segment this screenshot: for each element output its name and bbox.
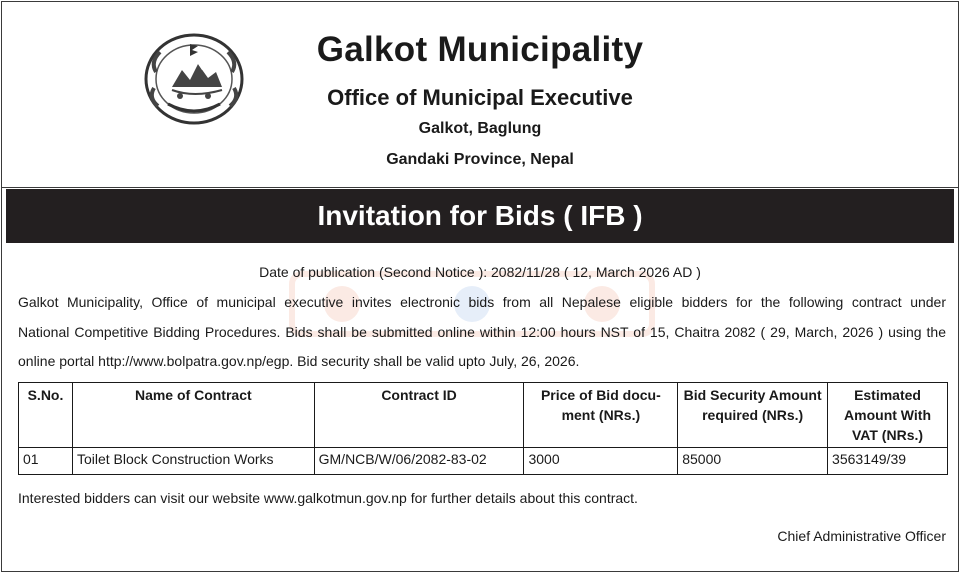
cell-price: 3000 — [524, 448, 678, 475]
notice-page — [1, 1, 959, 572]
contract-table — [18, 382, 948, 475]
header-sno: S.No. — [19, 383, 73, 448]
ifb-banner: Invitation for Bids ( IFB ) — [6, 189, 954, 243]
paragraph-line-1: Galkot Municipality, Office of municipal executive invites electronic bids from all Nepalese eligible bidders for the following contract under — [18, 294, 946, 310]
cell-name: Toilet Block Construction Works — [72, 448, 314, 475]
paragraph-line-2: National Competitive Bidding Procedures. Bids shall be submitted online within 12:00 hours NST of 15, Chaitra 2082 ( 29, March, 2026 ) using the — [18, 323, 946, 340]
publication-date: Date of publication (Second Notice ): 2082/11/28 ( 12, March 2026 AD ) — [259, 264, 701, 280]
municipality-title: Galkot Municipality — [316, 30, 644, 69]
signatory: Chief Administrative Officer — [777, 528, 946, 544]
table-row — [19, 448, 948, 475]
header-name: Name of Contract — [72, 383, 314, 448]
address-line-2: Gandaki Province, Nepal — [386, 151, 574, 168]
header-price: Price of Bid docu- ment (NRs.) — [524, 383, 678, 448]
cell-estimate: 3563149/39 — [828, 448, 948, 475]
address-line-1: Galkot, Baglung — [418, 120, 542, 137]
office-subtitle: Office of Municipal Executive — [327, 85, 633, 110]
table-header-row — [19, 383, 948, 448]
paragraph-line-3: online portal http://www.bolpatra.gov.np/egp. Bid security shall be valid upto July, 26, 2026. — [18, 353, 580, 369]
invitation-paragraph — [18, 288, 946, 377]
cell-sno: 01 — [19, 448, 73, 475]
footer-note: Interested bidders can visit our website www.galkotmun.gov.np for further details about this contract. — [18, 490, 638, 506]
header-security: Bid Security Amount required (NRs.) — [678, 383, 828, 448]
header-contract-id: Contract ID — [314, 383, 524, 448]
notice-header — [2, 2, 958, 188]
cell-contract-id: GM/NCB/W/06/2082-83-02 — [314, 448, 524, 475]
cell-security: 85000 — [678, 448, 828, 475]
header-estimate: Estimated Amount With VAT (NRs.) — [828, 383, 948, 448]
